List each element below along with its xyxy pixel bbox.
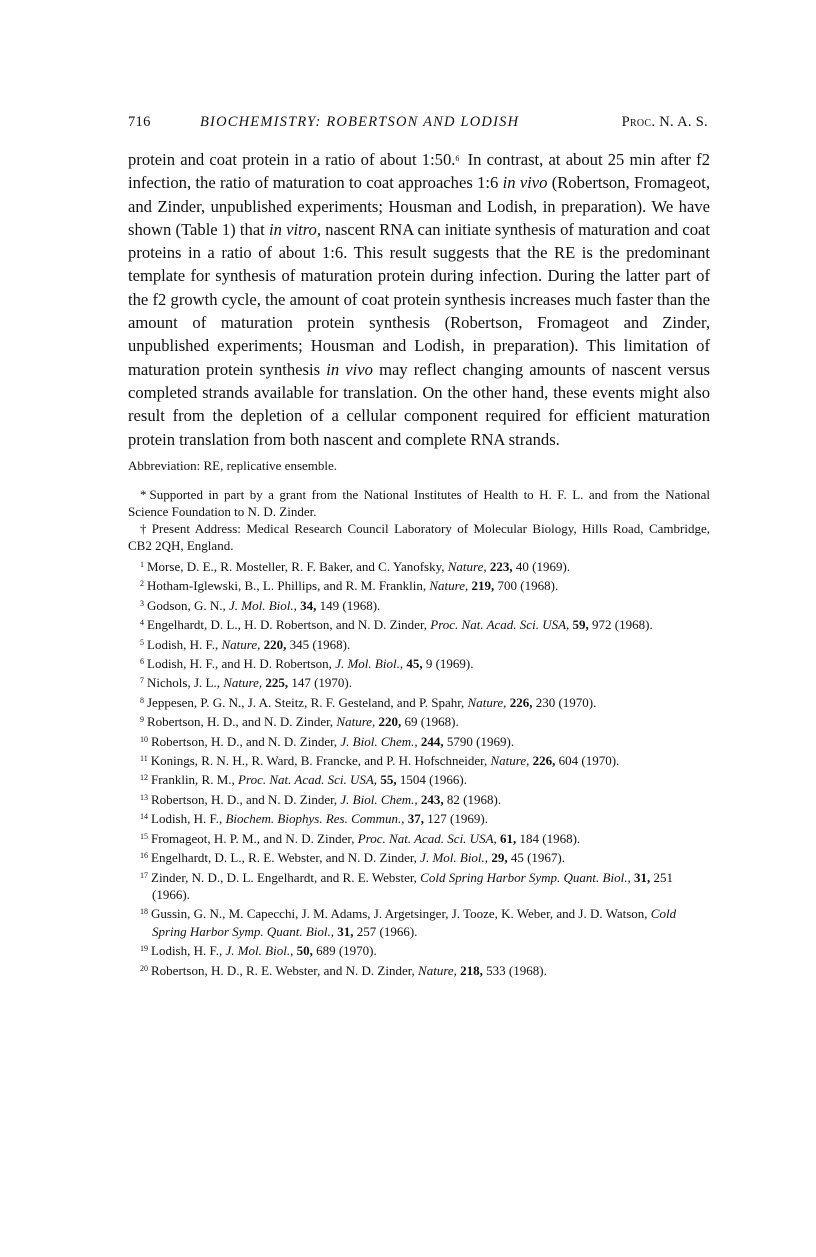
body-paragraph xyxy=(128,147,710,451)
reference-authors: Franklin, R. M., xyxy=(151,772,239,788)
reference-pages: 69 (1968). xyxy=(401,714,459,730)
reference-item xyxy=(140,867,710,904)
footnote-funding xyxy=(128,486,710,520)
footnote-address xyxy=(128,520,710,554)
reference-authors: Robertson, H. D., R. E. Webster, and N. D. Zinder, xyxy=(151,962,419,978)
reference-authors: Robertson, H. D., and N. D. Zinder, xyxy=(151,791,341,807)
reference-authors: Jeppesen, P. G. N., J. A. Steitz, R. F. Gesteland, and P. Spahr, xyxy=(147,694,468,710)
reference-number: 14 xyxy=(140,812,148,822)
page-number: 716 xyxy=(128,114,151,130)
reference-item xyxy=(140,769,710,788)
reference-number: 18 xyxy=(140,907,148,917)
reference-journal: Nature, xyxy=(336,714,376,730)
reference-journal: Cold Spring Harbor Symp. Quant. Biol., xyxy=(420,869,631,885)
reference-item xyxy=(140,711,710,730)
reference-volume: 37, xyxy=(404,811,425,827)
body-italic-2: in vitro, xyxy=(269,219,321,239)
reference-pages: 82 (1968). xyxy=(443,791,502,807)
body-text-1: protein and coat protein in a ratio of about 1:50. xyxy=(128,150,456,169)
body-text-5: may reflect changing amounts of nascent versus completed strands available for translation. On the other hand, these events might also result from the depletion of a cellular component required for efficient maturation protein translation from both nascent and complete RNA strands. xyxy=(128,359,710,449)
reference-authors: Gussin, G. N., M. Capecchi, J. M. Adams, J. Argetsinger, J. Tooze, K. Weber, and J. D. Watson, xyxy=(151,906,651,922)
reference-pages: 604 (1970). xyxy=(555,753,620,769)
reference-number: 16 xyxy=(140,851,148,861)
reference-authors: Lodish, H. F., xyxy=(151,943,226,959)
reference-number: 11 xyxy=(140,754,148,764)
reference-authors: Fromageot, H. P. M., and N. D. Zinder, xyxy=(151,830,358,846)
reference-volume: 45, xyxy=(403,656,423,672)
reference-number: 13 xyxy=(140,792,148,802)
reference-pages: 257 (1966). xyxy=(353,923,418,939)
reference-pages: 533 (1968). xyxy=(482,962,547,978)
reference-authors: Lodish, H. F., xyxy=(151,811,226,827)
body-italic-1: in vivo xyxy=(502,173,548,193)
reference-item xyxy=(140,960,710,979)
reference-pages: 345 (1968). xyxy=(286,636,351,652)
reference-journal: Proc. Nat. Acad. Sci. USA, xyxy=(357,830,497,846)
reference-item xyxy=(140,940,710,959)
running-title: BIOCHEMISTRY: ROBERTSON AND LODISH xyxy=(200,114,520,130)
reference-volume: 220, xyxy=(260,636,287,652)
reference-item xyxy=(140,731,710,750)
reference-volume: 61, xyxy=(496,830,517,846)
reference-number: 8 xyxy=(140,695,144,705)
reference-item xyxy=(140,672,710,691)
reference-authors: Lodish, H. F., and H. D. Robertson, xyxy=(147,656,336,672)
reference-number: 4 xyxy=(140,618,144,628)
reference-item xyxy=(140,789,710,808)
reference-authors: Robertson, H. D., and N. D. Zinder, xyxy=(151,733,341,749)
reference-volume: 223, xyxy=(486,559,513,574)
reference-pages: 700 (1968). xyxy=(494,578,559,594)
reference-number: 2 xyxy=(140,579,144,589)
reference-number: 6 xyxy=(140,657,144,667)
body-text-3: (Robertson, Fromageot, and Zinder, unpublished experiments; Housman and Lodish, in preparation). We have shown (Table 1) that xyxy=(128,173,711,239)
reference-journal: J. Mol. Biol., xyxy=(420,850,489,866)
reference-volume: 226, xyxy=(529,753,556,769)
address-text: Present Address: Medical Research Council Laboratory of Molecular Biology, Hills Road, Cambridge, CB2 2QH, England. xyxy=(128,521,711,553)
reference-volume: 31, xyxy=(334,923,354,939)
reference-journal: Proc. Nat. Acad. Sci. USA, xyxy=(430,617,570,633)
reference-journal: Cold Spring Harbor Symp. Quant. Biol., xyxy=(152,906,677,939)
reference-item xyxy=(140,595,710,614)
reference-authors: Konings, R. N. H., R. Ward, B. Francke, and P. H. Hofschneider, xyxy=(150,753,491,769)
journal-name: Proc. N. A. S. xyxy=(621,114,708,130)
funding-text: Supported in part by a grant from the National Institutes of Health to H. F. L. and from the National Science Foundation to N. D. Zinder. xyxy=(128,487,710,519)
reference-volume: 31, xyxy=(630,869,651,885)
reference-pages: 40 (1969). xyxy=(512,559,571,574)
reference-volume: 50, xyxy=(293,943,313,959)
reference-item xyxy=(140,808,710,827)
body-italic-3: in vivo xyxy=(326,359,373,379)
reference-journal: Nature, xyxy=(467,694,507,710)
reference-volume: 243, xyxy=(417,791,444,807)
reference-journal: Nature, xyxy=(447,559,487,574)
reference-pages: 184 (1968). xyxy=(516,830,581,846)
reference-authors: Robertson, H. D., and N. D. Zinder, xyxy=(147,714,337,730)
reference-volume: 219, xyxy=(468,578,495,594)
reference-journal: Nature, xyxy=(490,753,530,769)
star-mark: * xyxy=(140,487,147,502)
body-ref-6: 6 xyxy=(455,154,460,163)
reference-number: 9 xyxy=(140,715,144,725)
reference-number: 19 xyxy=(140,944,148,954)
reference-volume: 220, xyxy=(375,714,402,730)
reference-pages: 149 (1968). xyxy=(316,597,381,613)
reference-journal: J. Mol. Biol., xyxy=(228,597,297,613)
reference-journal: J. Biol. Chem., xyxy=(340,733,418,749)
reference-journal: Biochem. Biophys. Res. Commun., xyxy=(225,811,405,827)
reference-volume: 218, xyxy=(456,962,483,978)
reference-volume: 244, xyxy=(417,733,444,749)
body-text-4: nascent RNA can initiate synthesis of maturation and coat proteins in a ratio of about 1:6. This result suggests that the RE is the predominant template for synthesis of maturation protein during infection. During the latter part of the f2 growth cycle, the amount of coat protein synthesis increases much faster than the amount of maturation protein synthesis (Robertson, Fromageot and Zinder, unpublished experiments; Housman and Lodish, in preparation). This limitation of maturation protein synthesis xyxy=(128,219,710,379)
reference-volume: 55, xyxy=(377,772,397,788)
reference-item xyxy=(140,556,710,575)
reference-authors: Morse, D. E., R. Mosteller, R. F. Baker, and C. Yanofsky, xyxy=(147,559,448,574)
reference-authors: Lodish, H. F., xyxy=(147,636,222,652)
reference-pages: 9 (1969). xyxy=(422,656,474,672)
reference-pages: 127 (1969). xyxy=(424,811,488,827)
reference-volume: 29, xyxy=(488,850,508,866)
reference-pages: 689 (1970). xyxy=(312,943,377,959)
footnotes xyxy=(128,486,710,554)
reference-item xyxy=(140,847,710,866)
reference-authors: Zinder, N. D., D. L. Engelhardt, and R. E. Webster, xyxy=(151,869,421,885)
reference-list xyxy=(128,556,710,979)
reference-volume: 34, xyxy=(296,597,317,613)
reference-item xyxy=(140,634,710,653)
reference-number: 1 xyxy=(140,560,144,569)
reference-journal: J. Biol. Chem., xyxy=(340,791,418,807)
reference-item xyxy=(140,692,710,711)
reference-item xyxy=(140,828,710,847)
reference-item xyxy=(140,750,710,769)
reference-journal: Nature, xyxy=(221,636,261,652)
reference-journal: Proc. Nat. Acad. Sci. USA, xyxy=(238,772,378,788)
reference-authors: Engelhardt, D. L., R. E. Webster, and N. D. Zinder, xyxy=(151,850,421,866)
reference-pages: 1504 (1966). xyxy=(396,772,467,788)
reference-number: 12 xyxy=(140,773,148,783)
reference-authors: Godson, G. N., xyxy=(147,597,229,613)
reference-pages: 251 (1966). xyxy=(152,869,673,902)
reference-pages: 45 (1967). xyxy=(507,850,565,866)
reference-pages: 5790 (1969). xyxy=(443,733,515,749)
reference-number: 7 xyxy=(140,676,144,686)
reference-number: 17 xyxy=(140,870,148,880)
reference-journal: Nature, xyxy=(429,578,469,594)
reference-number: 5 xyxy=(140,637,144,647)
reference-pages: 147 (1970). xyxy=(288,675,353,691)
body-text-2: In contrast, at about 25 min after f2 infection, the ratio of maturation to coat approaches 1:6 xyxy=(128,150,710,193)
reference-item xyxy=(140,653,710,672)
reference-pages: 972 (1968). xyxy=(588,617,653,633)
reference-authors: Hotham-Iglewski, B., L. Phillips, and R. M. Franklin, xyxy=(147,578,430,594)
running-header xyxy=(128,114,708,136)
reference-authors: Engelhardt, D. L., H. D. Robertson, and N. D. Zinder, xyxy=(147,617,431,633)
reference-number: 20 xyxy=(140,963,148,973)
abbreviation-note: Abbreviation: RE, replicative ensemble. xyxy=(128,458,338,473)
reference-pages: 230 (1970). xyxy=(532,694,597,710)
reference-volume: 225, xyxy=(262,675,289,691)
reference-journal: Nature, xyxy=(223,675,263,691)
reference-number: 15 xyxy=(140,831,148,841)
reference-item xyxy=(140,614,710,633)
dagger-mark: † xyxy=(140,521,149,536)
reference-authors: Nichols, J. L., xyxy=(147,675,224,691)
reference-item xyxy=(140,903,710,940)
reference-number: 10 xyxy=(140,734,148,744)
reference-journal: J. Mol. Biol., xyxy=(225,943,294,959)
reference-item xyxy=(140,575,710,594)
reference-journal: J. Mol. Biol., xyxy=(335,656,404,672)
reference-volume: 59, xyxy=(569,617,589,633)
reference-journal: Nature, xyxy=(418,962,457,978)
reference-volume: 226, xyxy=(506,694,533,710)
reference-number: 3 xyxy=(140,598,144,608)
